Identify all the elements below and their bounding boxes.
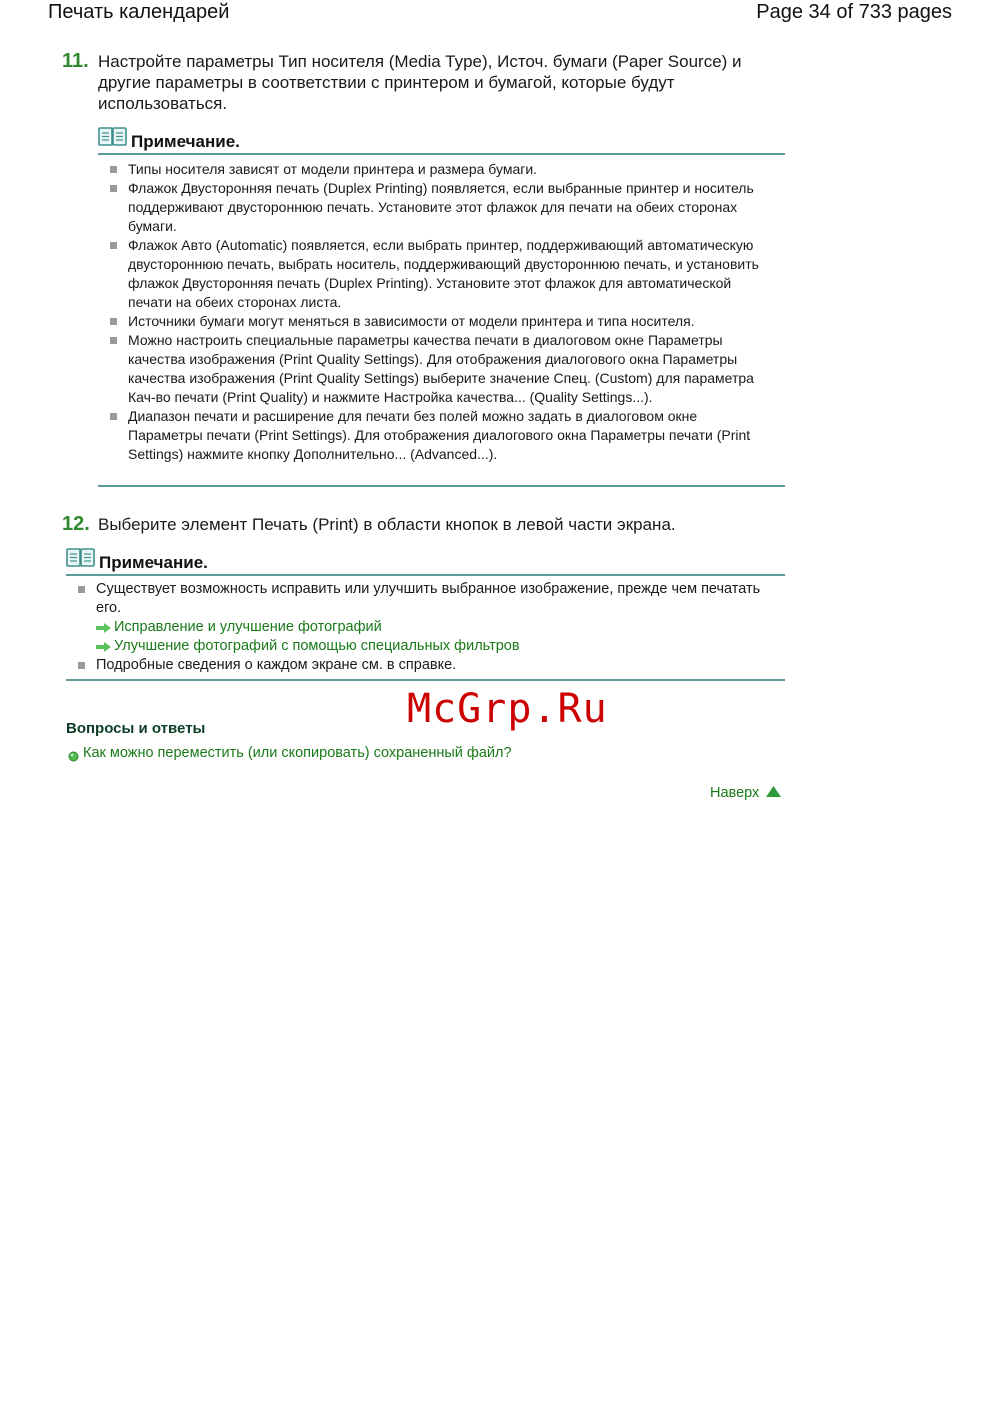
special-filters-link[interactable]: Улучшение фотографий с помощью специальных фильтров — [96, 637, 766, 656]
faq-link-move-copy-file[interactable]: Как можно переместить (или скопировать) сохраненный файл? — [83, 745, 512, 761]
list-item: Подробные сведения о каждом экране см. в справке. — [66, 656, 766, 675]
list-item: Флажок Двусторонняя печать (Duplex Printing) появляется, если выбранные принтер и носитель поддерживают двустороннюю печать. Установите этот флажок для печати на обеих сторонах бумаги. — [98, 179, 768, 236]
arrow-right-icon — [96, 623, 111, 633]
page-indicator: Page 34 of 733 pages — [756, 1, 952, 23]
green-dot-icon — [68, 749, 79, 760]
back-to-top-link[interactable] — [710, 785, 782, 801]
bullet-square-icon — [78, 586, 85, 593]
step-12-number: 12. — [62, 513, 90, 535]
note-2-title: Примечание. — [99, 553, 208, 572]
note-2-list — [66, 580, 766, 675]
list-item: Диапазон печати и расширение для печати без полей можно задать в диалоговом окне Параметры печати (Print Settings). Для отображения диалогового окна Параметры печати (Print Settings) нажмите кнопку Дополнительно... (Advanced...). — [98, 407, 768, 464]
faq-title: Вопросы и ответы — [66, 720, 206, 737]
bullet-square-icon — [110, 318, 117, 325]
note-2-top-divider — [66, 574, 785, 576]
bullet-square-icon — [110, 166, 117, 173]
note-2-bottom-divider — [66, 679, 785, 681]
bullet-square-icon — [78, 662, 85, 669]
triangle-up-icon — [765, 785, 782, 798]
step-11-number: 11. — [62, 50, 89, 72]
bullet-square-icon — [110, 413, 117, 420]
list-item: Существует возможность исправить или улучшить выбранное изображение, прежде чем печатать его. Исправление и улучшение фотографий Улучшение фотографий с помощью специальных фильтров — [66, 580, 766, 656]
step-12-text: Выберите элемент Печать (Print) в области кнопок в левой части экрана. — [98, 515, 676, 534]
list-item: Источники бумаги могут меняться в зависимости от модели принтера и типа носителя. — [98, 312, 768, 331]
book-note-icon — [98, 126, 128, 148]
page-header-title: Печать календарей — [48, 1, 230, 23]
note-1-title: Примечание. — [131, 132, 240, 151]
book-note-icon — [66, 547, 96, 569]
note-1-bottom-divider — [98, 485, 785, 487]
bullet-square-icon — [110, 185, 117, 192]
note-1-top-divider — [98, 153, 785, 155]
bullet-square-icon — [110, 337, 117, 344]
list-item: Флажок Авто (Automatic) появляется, если выбрать принтер, поддерживающий автоматическую двустороннюю печать, выбрать носитель, поддерживающий двустороннюю печать, и установить флажок Двусторонняя печать (Duplex Printing). Установите этот флажок для автоматической печати на обеих сторонах листа. — [98, 236, 768, 312]
note-1-list — [98, 160, 768, 464]
watermark: McGrp.Ru — [407, 686, 608, 732]
fix-enhance-photos-link[interactable]: Исправление и улучшение фотографий — [96, 618, 766, 637]
step-11-text: Настройте параметры Тип носителя (Media Type), Источ. бумаги (Paper Source) и другие параметры в соответствии с принтером и бумагой, которые будут использоваться. — [98, 52, 742, 113]
list-item: Можно настроить специальные параметры качества печати в диалоговом окне Параметры качества изображения (Print Quality Settings). Для отображения диалогового окна Параметры качества изображения (Print Quality Settings) выберите значение Спец. (Custom) для параметра Кач-во печати (Print Quality) и нажмите Настройка качества... (Quality Settings...). — [98, 331, 768, 407]
arrow-right-icon — [96, 642, 111, 652]
bullet-square-icon — [110, 242, 117, 249]
back-to-top-label: Наверх — [710, 785, 760, 801]
list-item: Типы носителя зависят от модели принтера и размера бумаги. — [98, 160, 768, 179]
